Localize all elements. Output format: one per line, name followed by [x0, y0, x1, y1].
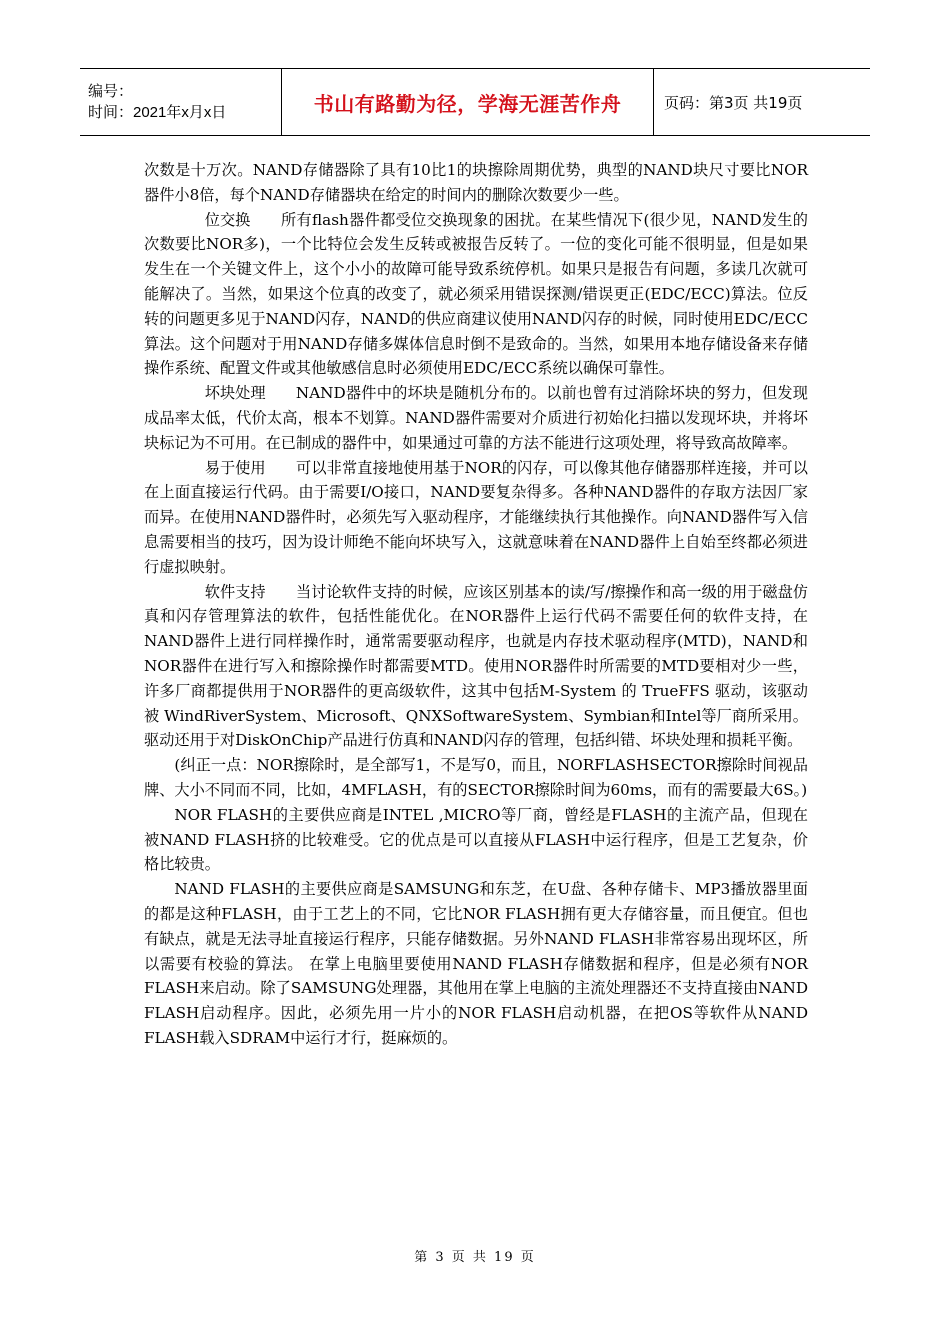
document-number-label: 编号： [88, 83, 134, 100]
paragraph: 坏块处理 NAND器件中的坏块是随机分布的。以前也曾有过消除坏块的努力，但发现成品率太低，代价太高，根本不划算。NAND器件需要对介质进行初始化扫描以发现坏块，并将坏块标记为不可用。在已制成的器件中，如果通过可靠的方法不能进行这项处理，将导致高故障率。 [144, 381, 808, 455]
paragraph: 次数是十万次。NAND存储器除了具有10比1的块擦除周期优势，典型的NAND块尺寸要比NOR器件小8倍，每个NAND存储器块在给定的时间内的删除次数要少一些。 [144, 161, 808, 204]
paragraph: 位交换 所有flash器件都受位交换现象的困扰。在某些情况下(很少见，NAND发生的次数要比NOR多)，一个比特位会发生反转或被报告反转了。一位的变化可能不很明显，但是如果发生在一个关键文件上，这个小小的故障可能导致系统停机。如果只是报告有问题，多读几次就可能解决了。当然，如果这个位真的改变了，就必须采用错误探测/错误更正(EDC/ECC)算法。位反转的问题更多见于NAND闪存，NAND的供应商建议使用NAND闪存的时候，同时使用EDC/ECC算法。这个问题对于用NAND存储多媒体信息时倒不是致命的。当然，如果用本地存储设备来存储操作系统、配置文件或其他敏感信息时必须使用EDC/ECC系统以确保可靠性。 [144, 208, 808, 382]
paragraph: NAND FLASH的主要供应商是SAMSUNG和东芝，在U盘、各种存储卡、MP3播放器里面的都是这种FLASH，由于工艺上的不同，它比NOR FLASH拥有更大存储容量，而且便宜。但也有缺点，就是无法寻址直接运行程序，只能存储数据。另外NAND FLASH非常容易出现坏区，所以需要有校验的算法。 在掌上电脑里要使用NAND FLASH存储数据和程序，但是必须有NOR FLASH来启动。除了SAMSUNG处理器，其他用在掌上电脑的主流处理器还不支持直接由NAND FLASH启动程序。因此，必须先用一片小的NOR FLASH启动机器，在把OS等软件从NAND FLASH载入SDRAM中运行才行，挺麻烦的。 [144, 880, 808, 1047]
document-body [144, 158, 808, 1051]
paragraph: 软件支持 当讨论软件支持的时候，应该区别基本的读/写/擦操作和高一级的用于磁盘仿真和闪存管理算法的软件，包括性能优化。在NOR器件上运行代码不需要任何的软件支持，在NAND器件上进行同样操作时，通常需要驱动程序，也就是内存技术驱动程序(MTD)，NAND和NOR器件在进行写入和擦除操作时都需要MTD。使用NOR器件时所需要的MTD要相对少一些，许多厂商都提供用于NOR器件的更高级软件，这其中包括M-System 的 TrueFFS 驱动，该驱动被 WindRiverSystem、Microsoft、QNXSoftwareSystem、Symbian和Intel等厂商所采用。驱动还用于对DiskOnChip产品进行仿真和NAND闪存的管理，包括纠错、坏块处理和损耗平衡。 [144, 580, 808, 754]
paragraph-term: 坏块处理 [204, 384, 266, 403]
paragraph-term: 易于使用 [204, 458, 266, 477]
paragraph-term: 软件支持 [204, 582, 266, 601]
paragraph-term: 位交换 [204, 210, 251, 229]
header-page-cell [654, 69, 870, 135]
header-page-number: 页码：第3页 共19页 [664, 93, 803, 112]
page-header [80, 68, 870, 136]
paragraph: NOR FLASH的主要供应商是INTEL ,MICRO等厂商，曾经是FLASH的主流产品，但现在被NAND FLASH挤的比较难受。它的优点是可以直接从FLASH中运行程序，但是工艺复杂，价格比较贵。 [144, 805, 808, 874]
paragraph: (纠正一点：NOR擦除时，是全部写1，不是写0，而且，NORFLASHSECTOR擦除时间视品牌、大小不同而不同，比如，4MFLASH，有的SECTOR擦除时间为60ms，而有的需要最大6S。) [144, 756, 808, 799]
header-meta [80, 69, 282, 135]
page-footer: 第 3 页 共 19 页 [414, 1250, 536, 1265]
header-motto: 书山有路勤为径，学海无涯苦作舟 [313, 91, 622, 116]
paragraph: 易于使用 可以非常直接地使用基于NOR的闪存，可以像其他存储器那样连接，并可以在上面直接运行代码。由于需要I/O接口，NAND要复杂得多。各种NAND器件的存取方法因厂家而异。在使用NAND器件时，必须先写入驱动程序，才能继续执行其他操作。向NAND器件写入信息需要相当的技巧，因为设计师绝不能向坏块写入，这就意味着在NAND器件上自始至终都必须进行虚拟映射。 [144, 456, 808, 580]
document-time: 时间：2021年x月x日 [88, 104, 227, 121]
header-motto-cell [282, 69, 654, 135]
